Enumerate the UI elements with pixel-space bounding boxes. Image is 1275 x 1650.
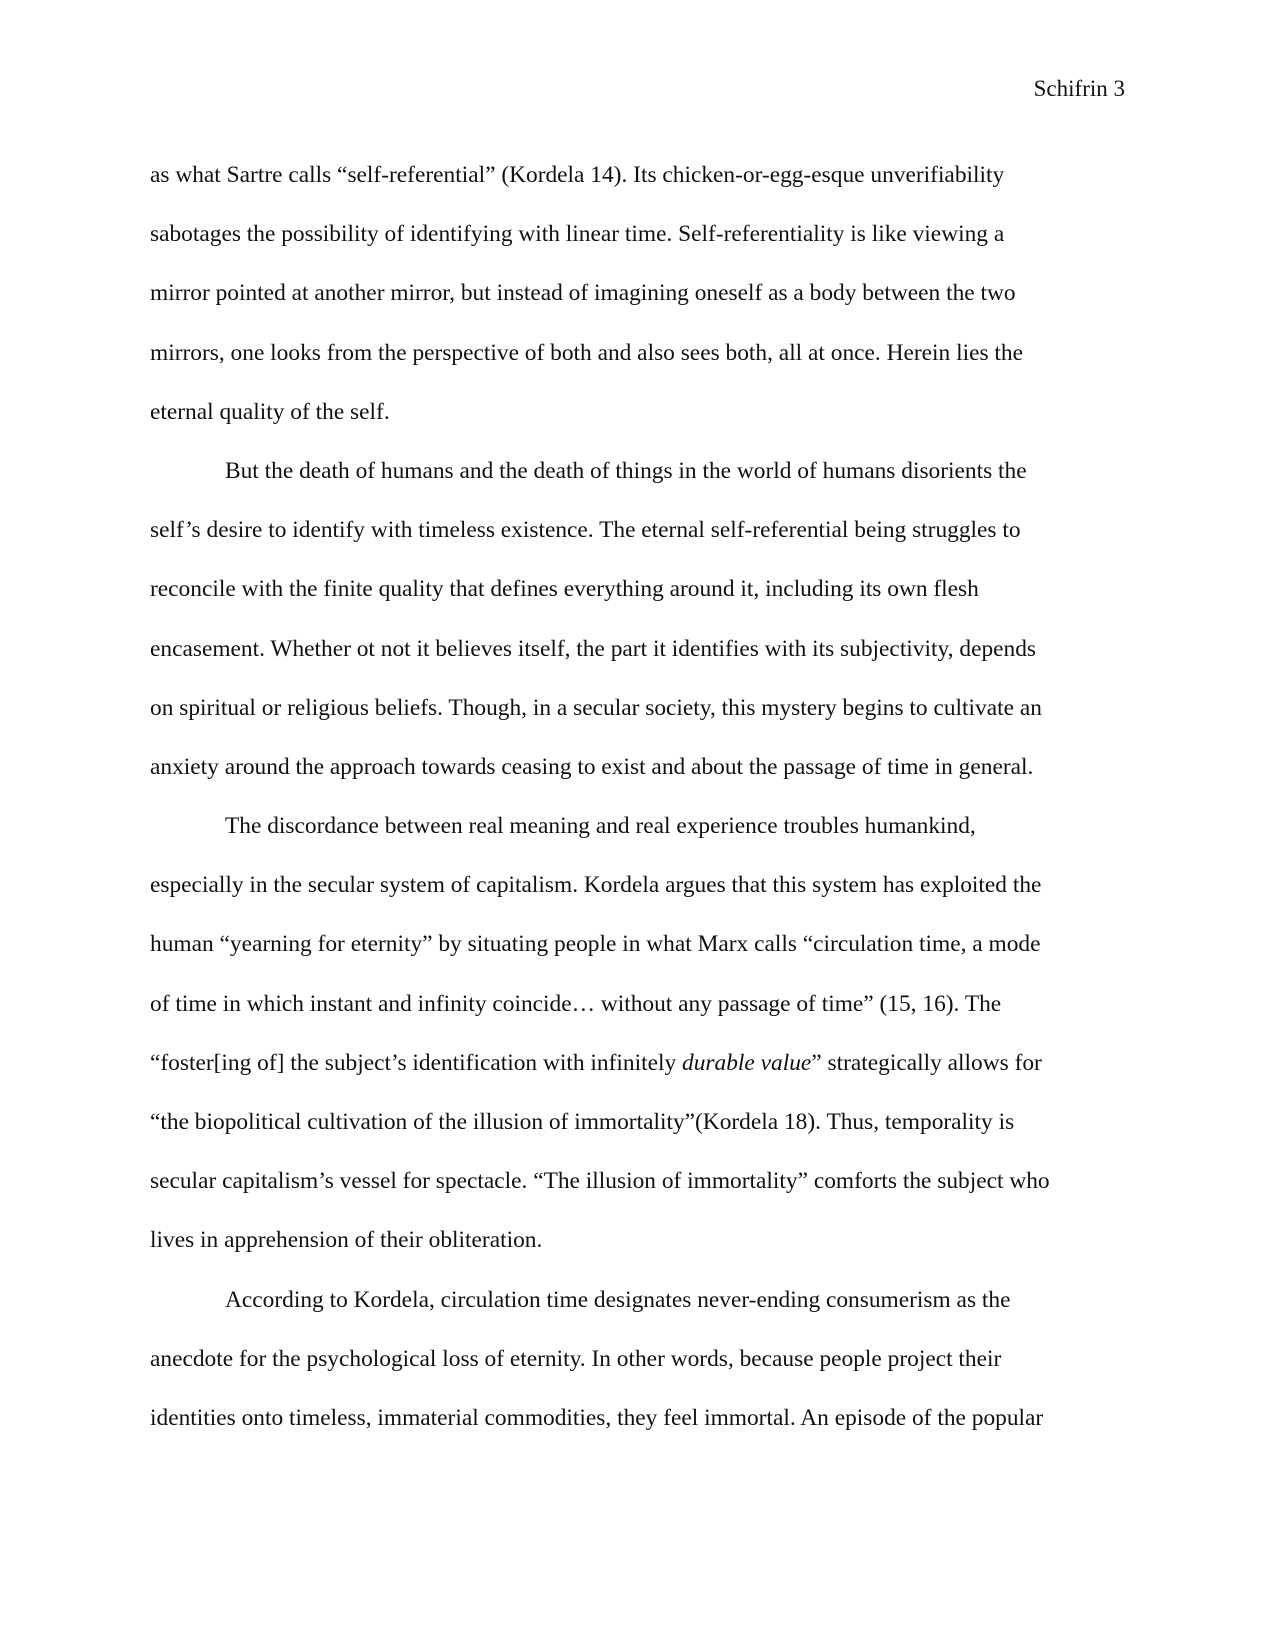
paragraph-1 (150, 146, 1122, 442)
text-line: reconcile with the finite quality that defines everything around it, including its own flesh (150, 576, 979, 603)
text-line: mirror pointed at another mirror, but instead of imagining oneself as a body between the two (150, 280, 1016, 307)
line-text-before-emphasis: “foster[ing of] the subject’s identification with infinitely (150, 1049, 682, 1076)
text-line: mirrors, one looks from the perspective of both and also sees both, all at once. Herein lies the (150, 339, 1024, 366)
text-line: on spiritual or religious beliefs. Though, in a secular society, this mystery begins to cultivate an (150, 694, 1042, 721)
text-line-indented: The discordance between real meaning and real experience troubles humankind, (225, 813, 976, 840)
text-line: as what Sartre calls “self-referential” (Kordela 14). Its chicken-or-egg-esque unverifiability (150, 162, 1005, 188)
paragraph-4 (150, 1271, 1122, 1449)
text-line-indented: But the death of humans and the death of things in the world of humans disorients the (225, 457, 1027, 484)
text-line: especially in the secular system of capitalism. Kordela argues that this system has exploited the (150, 872, 1042, 899)
text-line: sabotages the possibility of identifying with linear time. Self-referentiality is like viewing a (150, 221, 1005, 248)
text-line: lives in apprehension of their obliteration. (150, 1227, 543, 1254)
body-text (150, 146, 1122, 1448)
running-head: Schifrin 3 (1033, 76, 1125, 101)
text-line: “the biopolitical cultivation of the illusion of immortality”(Kordela 18). Thus, temporality is (150, 1109, 1015, 1135)
paragraph-3 (150, 797, 1122, 1271)
paragraph-2 (150, 442, 1122, 797)
text-line: encasement. Whether ot not it believes itself, the part it identifies with its subjectivity, depends (150, 635, 1037, 662)
text-line: of time in which instant and infinity coincide… without any passage of time” (15, 16). The (150, 990, 1002, 1017)
text-line: secular capitalism’s vessel for spectacle. “The illusion of immortality” comforts the subject who (150, 1168, 1050, 1195)
text-line: eternal quality of the self. (150, 398, 390, 425)
text-line-indented: According to Kordela, circulation time designates never-ending consumerism as the (225, 1286, 1011, 1313)
text-line: identities onto timeless, immaterial commodities, they feel immortal. An episode of the popular (150, 1404, 1044, 1431)
line-text-after-emphasis: ” strategically allows for (811, 1049, 1042, 1076)
text-line: anxiety around the approach towards ceasing to exist and about the passage of time in general. (150, 753, 1034, 780)
text-line-with-emphasis (150, 1034, 1122, 1093)
emphasis-durable-value: durable value (682, 1049, 812, 1076)
text-line: self’s desire to identify with timeless existence. The eternal self-referential being struggles to (150, 517, 1021, 544)
text-line: human “yearning for eternity” by situating people in what Marx calls “circulation time, a mode (150, 931, 1041, 958)
text-line: anecdote for the psychological loss of eternity. In other words, because people project their (150, 1345, 1002, 1372)
